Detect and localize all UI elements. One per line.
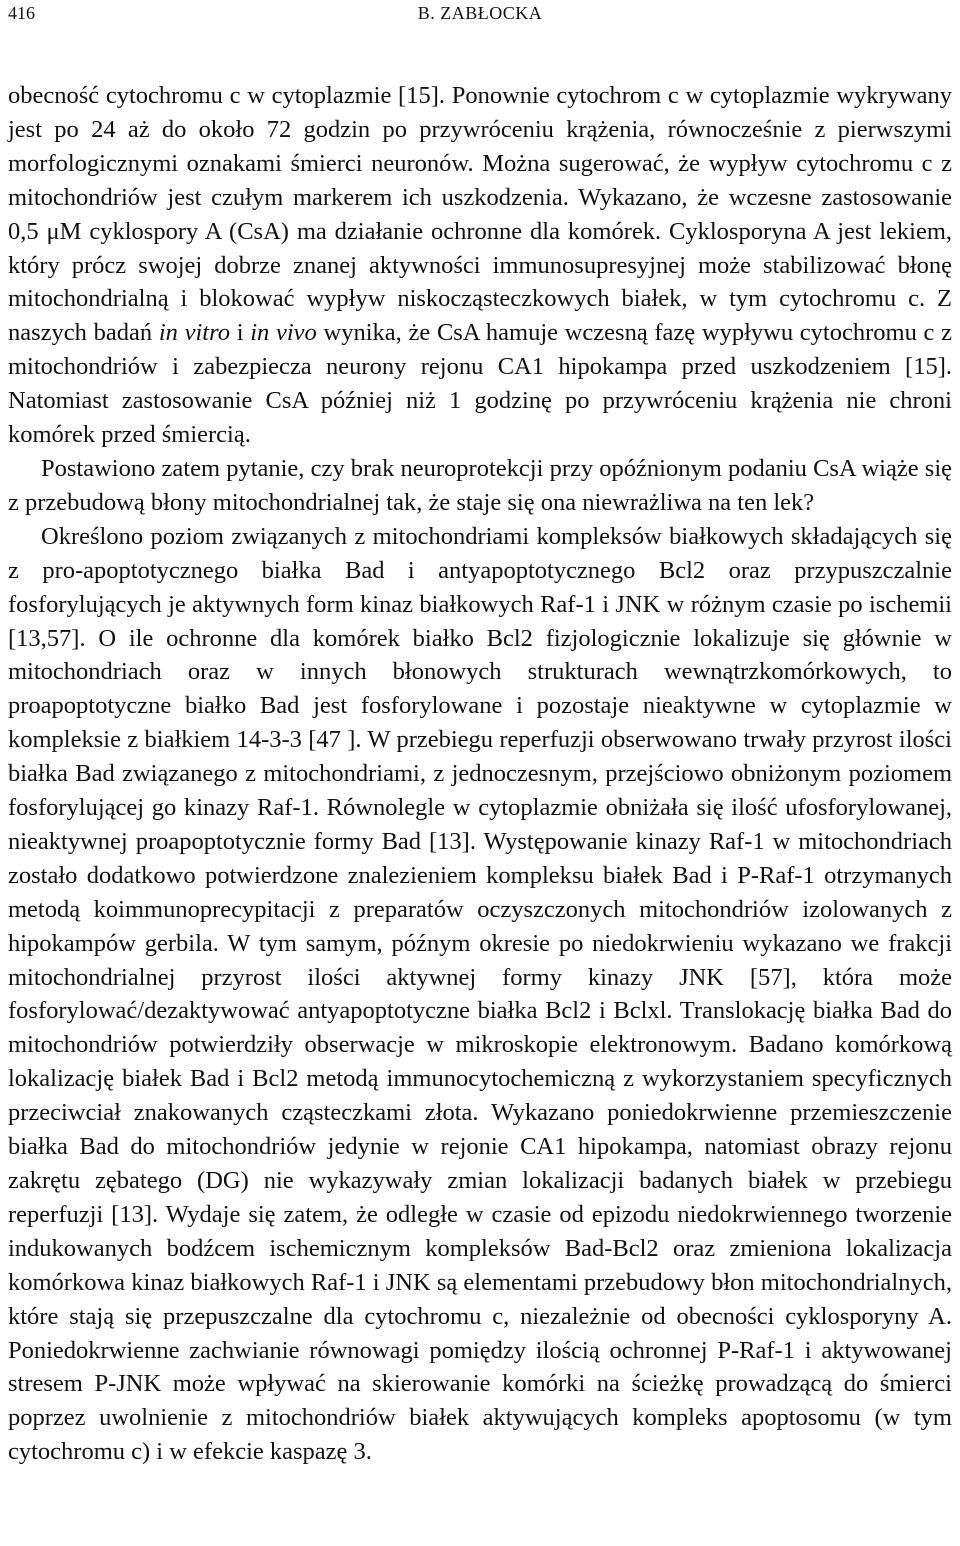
paragraph-2: Postawiono zatem pytanie, czy brak neuroprotekcji przy opóźnionym podaniu CsA wiąże się z przebudową błony mitochondrialnej tak, że staje się ona niewrażliwa na ten lek? <box>8 454 952 516</box>
page-header <box>8 2 952 30</box>
running-head: B. ZABŁOCKA <box>417 3 543 23</box>
body-text <box>8 79 952 1469</box>
paragraph-1-part-a: obecność cytochromu c w cytoplazmie [15]. Ponownie cytochrom c w cytoplazmie wykrywany jest po 24 aż do około 72 godzin po przywróceniu krążenia, równocześnie z pierwszymi morfologicznymi oznakami śmierci neuronów. Można sugerować, że wypływ cytochromu c z mitochondriów jest czułym markerem ich uszkodzenia. Wykazano, że wczesne zastosowanie 0,5 μM cyklospory A (CsA) ma działanie ochronne dla komórek. Cyklosporyna A jest lekiem, który prócz swojej dobrze znanej aktywności immunosupresyjnej może stabilizować błonę mitochondrialną i blokować wypływ niskocząsteczkowych białek, w tym cytochromu c. Z naszych badań <box>8 82 952 347</box>
term-in-vitro: in vitro <box>158 319 230 347</box>
page-number: 416 <box>8 3 35 23</box>
paragraph-3: Określono poziom związanych z mitochondriami kompleksów białkowych składających się z pro-apoptotycznego białka Bad i antyapoptotycznego Bcl2 oraz przypuszczalnie fosforylujących je aktywnych form kinaz białkowych Raf-1 i JNK w różnym czasie po ischemii [13,57]. O ile ochronne dla komórek białko Bcl2 fizjologicznie lokalizuje się głównie w mitochondriach oraz w innych błonowych strukturach wewnątrzkomórkowych, to proapoptotyczne białko Bad jest fosforylowane i pozostaje nieaktywne w cytoplazmie w kompleksie z białkiem 14-3-3 [47 ]. W przebiegu reperfuzji obserwowano trwały przyrost ilości białka Bad związanego z mitochondriami, z jednoczesnym, przejściowo obniżonym poziomem fosforylującej go kinazy Raf-1. Równolegle w cytoplazmie obniżała się ilość ufosforylowanej, nieaktywnej proapoptotycznie formy Bad [13]. Występowanie kinazy Raf-1 w mitochondriach zostało dodatkowo potwierdzone znalezieniem kompleksu białek Bad i P-Raf-1 otrzymanych metodą koimmunoprecypitacji z preparatów oczyszczonych mitochondriów izolowanych z hipokampów gerbila. W tym samym, późnym okresie po niedokrwieniu wykazano we frakcji mitochondrialnej przyrost ilości aktywnej formy kinazy JNK [57], która może fosforylować/dezaktywować antyapoptotyczne białka Bcl2 i Bclxl. Translokację białka Bad do mitochondriów potwierdziły obserwacje w mikroskopie elektronowym. Badano komórkową lokalizację białek Bad i Bcl2 metodą immunocytochemiczną z wykorzystaniem specyficznych przeciwciał znakowanych cząsteczkami złota. Wykazano poniedokrwienne przemieszczenie białka Bad do mitochondriów jedynie w rejonie CA1 hipokampa, natomiast obrazy rejonu zakrętu zębatego (DG) nie wykazywały zmian lokalizacji badanych białek w przebiegu reperfuzji [13]. Wydaje się zatem, że odległe w czasie od epizodu niedokrwiennego tworzenie indukowanych bodźcem ischemicznym kompleksów Bad-Bcl2 oraz zmieniona lokalizacja komórkowa kinaz białkowych Raf-1 i JNK są elementami przebudowy błon mitochondrialnych, które stają się przepuszczalne dla cytochromu c, niezależnie od obecności cyklosporyny A. Poniedokrwienne zachwianie równowagi pomiędzy ilością ochronnej P-Raf-1 i aktywowanej stresem P-JNK może wpływać na skierowanie komórki na ścieżkę prowadzącą do śmierci poprzez uwolnienie z mitochondriów białek aktywujących kompleks apoptosomu (w tym cytochromu c) i w efekcie kaspazę 3. <box>8 522 952 1466</box>
term-in-vivo: in vivo <box>250 319 317 347</box>
paragraph-1 <box>8 79 952 452</box>
paragraph-1-part-b: wynika, że CsA hamuje wczesną fazę wypływu cytochromu c z mitochondriów i zabezpiecza neurony rejonu CA1 hipokampa przed uszkodzeniem [15]. Natomiast zastosowanie CsA później niż 1 godzinę po przywróceniu krążenia nie chroni komórek przed śmiercią. <box>8 319 953 449</box>
conjunction: i <box>229 319 251 347</box>
